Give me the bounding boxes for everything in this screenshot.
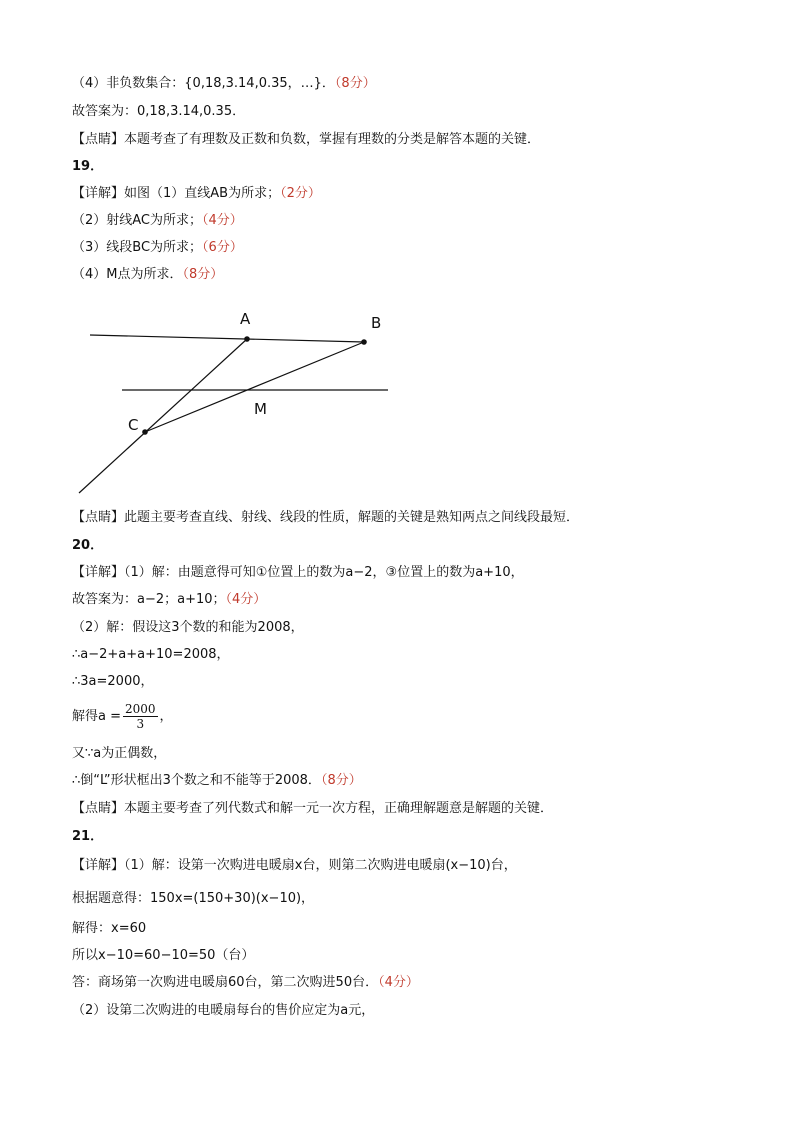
line-text: 【点睛】本题考查了有理数及正数和负数，掌握有理数的分类是解答本题的关键． — [72, 132, 541, 147]
text-line-comment-18 — [72, 131, 540, 149]
line-text: （2）射线AC为所求； — [72, 213, 203, 228]
text-line-21-solve — [72, 920, 146, 938]
text-line-comment-19 — [72, 509, 579, 527]
question-number: 20． — [72, 538, 104, 553]
line-text: ， — [159, 709, 173, 724]
label-b: B — [371, 314, 382, 332]
text-line-21-calc — [72, 947, 254, 965]
text-line-20-answer — [72, 591, 266, 609]
point-b — [361, 339, 367, 345]
score-mark: （4分） — [225, 592, 267, 607]
line-text: 【详解】（1）解：由题意得可知①位置上的数为a−2，③位置上的数为a+10， — [72, 565, 524, 580]
line-text: ∴a−2+a+a+10=2008， — [72, 647, 230, 662]
label-c: C — [128, 416, 139, 434]
score-mark: （8分） — [182, 267, 224, 282]
text-line-19-2 — [72, 212, 243, 230]
label-m: M — [254, 400, 267, 418]
text-line-19-4 — [72, 266, 223, 284]
text-line-20-even — [72, 745, 166, 763]
line-text: 【点睛】本题主要考查了列代数式和解一元一次方程，正确理解题意是解题的关键． — [72, 801, 554, 816]
text-line-20-1 — [72, 564, 524, 582]
question-number: 21． — [72, 829, 104, 844]
text-line-20-eq1 — [72, 646, 230, 664]
text-line-19-3 — [72, 239, 243, 257]
line-text: 【点睛】此题主要考查直线、射线、线段的性质，解题的关键是熟知两点之间线段最短． — [72, 510, 580, 525]
score-mark: （4分） — [378, 975, 419, 990]
line-text: ∴倒“L”形状框出3个数之和不能等于2008． — [72, 773, 321, 788]
score-mark: （6分） — [202, 240, 243, 255]
score-mark: （2分） — [280, 186, 321, 201]
text-line-19-1 — [72, 185, 321, 203]
text-line-20-eq2 — [72, 673, 154, 691]
text-line-21-answer — [72, 974, 419, 992]
text-line-nonneg-set — [72, 75, 376, 93]
line-text: 解得：x=60 — [72, 921, 147, 936]
line-text: 故答案为：a−2；a+10； — [72, 592, 226, 607]
line-text: （2）设第二次购进的电暖扇每台的售价应定为a元， — [72, 1003, 375, 1018]
line-text: 【详解】（1）解：设第一次购进电暖扇x台，则第二次购进电暖扇(x−10)台， — [72, 858, 517, 873]
ray-ac — [79, 339, 247, 493]
line-text: （4）非负数集合：{0,18,3.14,0.35，…}． — [72, 76, 335, 91]
segment-bc — [145, 342, 364, 432]
score-mark: （8分） — [320, 773, 362, 788]
fraction-numerator: 2000 — [125, 702, 156, 716]
text-line-21-2 — [72, 1002, 374, 1020]
text-line-answer-18 — [72, 103, 245, 121]
line-text: （3）线段BC为所求； — [72, 240, 203, 255]
question-number: 19． — [72, 159, 104, 174]
line-text: （2）解：假设这3个数的和能为2008， — [72, 620, 304, 635]
line-text: 根据题意得：150x=(150+30)(x−10)， — [72, 891, 315, 906]
question-number-20 — [72, 537, 103, 555]
fraction — [123, 702, 158, 731]
line-text: 解得a = — [72, 709, 121, 724]
line-text: 答：商场第一次购进电暖扇60台，第二次购进50台． — [72, 975, 379, 990]
score-mark: （8分） — [334, 76, 376, 91]
score-mark: （4分） — [202, 213, 243, 228]
question-number-19 — [72, 158, 103, 176]
line-text: （4）M点为所求． — [72, 267, 183, 282]
fraction-denominator: 3 — [136, 717, 145, 731]
question-number-21 — [72, 828, 103, 846]
text-line-21-eq — [72, 890, 314, 908]
label-a: A — [240, 310, 251, 328]
text-line-comment-20 — [72, 800, 553, 818]
point-a — [244, 336, 250, 342]
text-line-20-conclusion — [72, 772, 362, 790]
text-line-20-2 — [72, 619, 304, 637]
text-line-21-1 — [72, 857, 517, 875]
geometry-figure — [72, 300, 402, 500]
text-line-20-solve — [72, 700, 173, 734]
line-text: 又∵a为正偶数， — [72, 746, 167, 761]
line-text: 【详解】如图（1）直线AB为所求； — [72, 186, 281, 201]
line-text: ∴3a=2000， — [72, 674, 154, 689]
line-text: 所以x−10=60−10=50（台） — [72, 948, 255, 963]
point-c — [142, 429, 148, 435]
line-ab — [90, 335, 364, 342]
line-text: 故答案为：0,18,3.14,0.35． — [72, 104, 246, 119]
